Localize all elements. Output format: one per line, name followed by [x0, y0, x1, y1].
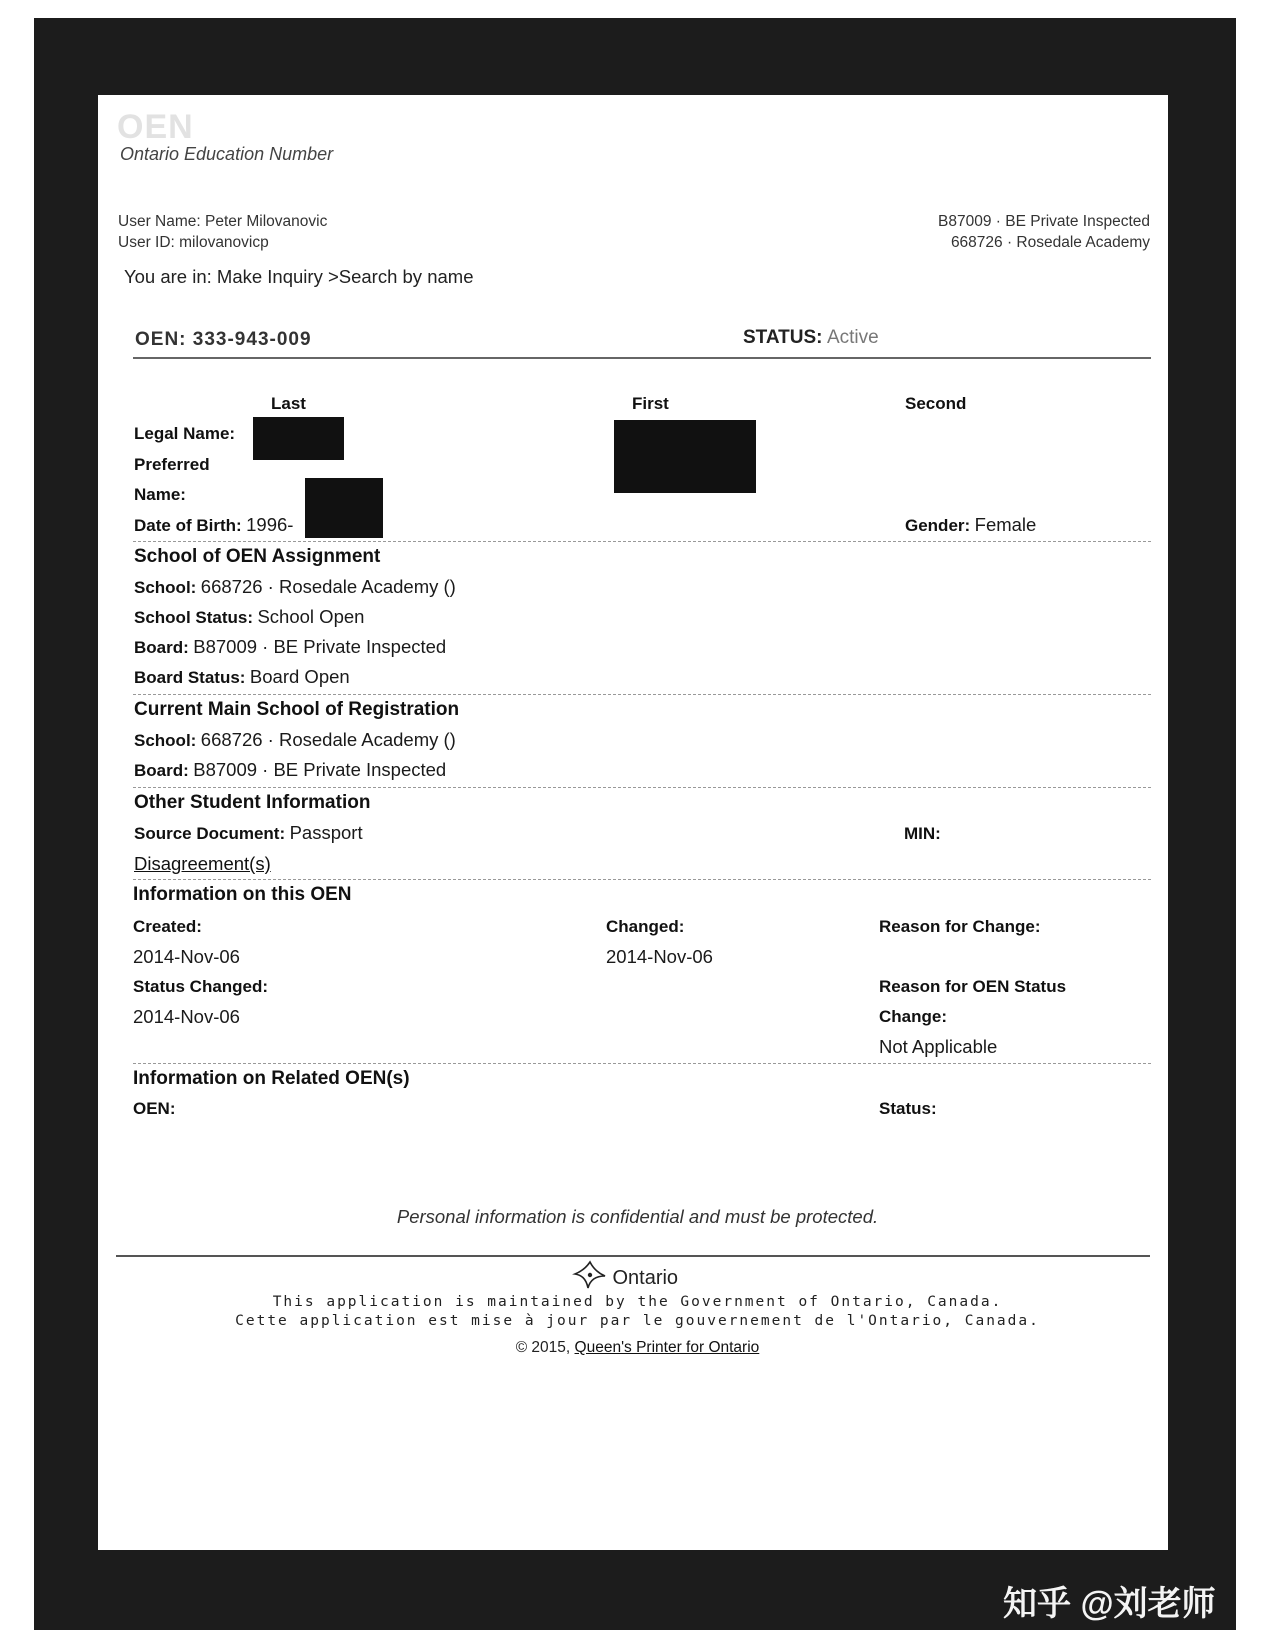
reason-for-change-label: Reason for Change: — [879, 917, 1041, 936]
related-oen-label: OEN: — [133, 1099, 176, 1118]
related-heading: Information on Related OEN(s) — [133, 1068, 410, 1089]
footer-line-fr: Cette application est mise à jour par le gouvernement de l'Ontario, Canada. — [235, 1313, 1040, 1329]
source-document — [134, 822, 363, 844]
status-changed-value: 2014-Nov-06 — [133, 1006, 240, 1027]
assignment-board — [134, 636, 446, 658]
reason-status-value: Not Applicable — [879, 1036, 998, 1057]
section-divider — [133, 879, 1151, 880]
redaction-first-name — [614, 420, 756, 493]
dob-value: 1996- — [246, 514, 294, 535]
source-document-label: Source Document: — [134, 824, 286, 843]
col-last: Last — [271, 394, 306, 413]
changed-value: 2014-Nov-06 — [606, 946, 713, 967]
section-divider — [133, 694, 1151, 695]
oen-value: 333-943-009 — [192, 329, 312, 350]
oen-logo-mark: OEN — [117, 108, 194, 146]
assignment-board-status — [134, 666, 350, 688]
redaction-dob — [305, 478, 383, 538]
confidential-notice: Personal information is confidential and must be protected. — [396, 1206, 879, 1227]
assignment-school — [134, 576, 456, 598]
board-status-label: Board Status: — [134, 668, 246, 687]
registration-school-value: 668726 · Rosedale Academy () — [200, 729, 456, 750]
other-info-heading: Other Student Information — [134, 792, 371, 813]
ontario-wordmark: Ontario — [612, 1267, 679, 1289]
disagreements-link[interactable]: Disagreement(s) — [134, 853, 271, 874]
org-school: 668726 · Rosedale Academy — [950, 234, 1150, 251]
related-status-label: Status: — [879, 1099, 937, 1118]
assignment-school-status — [134, 606, 364, 628]
status-changed-label: Status Changed: — [133, 977, 269, 996]
assignment-board-label: Board: — [134, 638, 189, 657]
created-value: 2014-Nov-06 — [133, 946, 240, 967]
registration-board-value: B87009 · BE Private Inspected — [193, 759, 447, 780]
board-status-value: Board Open — [249, 666, 350, 687]
user-id: User ID: milovanovicp — [118, 234, 269, 251]
header-divider — [133, 357, 1151, 359]
record-status — [743, 327, 879, 349]
status-value: Active — [826, 327, 879, 348]
oen-number — [135, 329, 312, 351]
ontario-logo — [572, 1258, 678, 1299]
name-label: Name: — [134, 485, 186, 504]
registration-school — [134, 729, 456, 751]
oen-info-heading: Information on this OEN — [133, 884, 352, 905]
trillium-icon — [572, 1258, 608, 1299]
source-document-value: Passport — [289, 822, 363, 843]
section-divider — [133, 541, 1151, 542]
date-of-birth — [134, 514, 293, 536]
school-status-label: School Status: — [134, 608, 254, 627]
oen-label: OEN: — [135, 329, 187, 350]
col-second: Second — [905, 394, 967, 413]
registration-board — [134, 759, 446, 781]
queens-printer-link[interactable]: Queen's Printer for Ontario — [574, 1339, 760, 1356]
col-first: First — [632, 394, 669, 413]
reason-status-label-2: Change: — [879, 1007, 947, 1026]
oen-logo-subtitle: Ontario Education Number — [120, 144, 334, 164]
assignment-school-label: School: — [134, 578, 197, 597]
registration-board-label: Board: — [134, 761, 189, 780]
assignment-board-value: B87009 · BE Private Inspected — [193, 636, 447, 657]
copyright — [0, 1339, 1275, 1357]
gender-value: Female — [974, 514, 1037, 535]
assignment-school-value: 668726 · Rosedale Academy () — [200, 576, 456, 597]
status-label: STATUS: — [743, 327, 823, 348]
registration-school-label: School: — [134, 731, 197, 750]
org-board: B87009 · BE Private Inspected — [938, 213, 1150, 230]
section-divider — [133, 1063, 1151, 1064]
user-name: User Name: Peter Milovanovic — [118, 213, 328, 230]
gender-label: Gender: — [905, 516, 971, 535]
redaction-last-name — [253, 417, 344, 460]
preferred-label: Preferred — [134, 455, 210, 474]
created-label: Created: — [133, 917, 202, 936]
footer-divider — [116, 1255, 1150, 1257]
footer-line-en: This application is maintained by the Government of Ontario, Canada. — [272, 1294, 1003, 1310]
reason-status-label-1: Reason for OEN Status — [879, 977, 1067, 996]
gender — [905, 514, 1036, 536]
legal-name-label: Legal Name: — [134, 424, 236, 443]
min-label: MIN: — [904, 824, 941, 843]
watermark: 知乎 @刘老师 — [1003, 1585, 1216, 1623]
registration-heading: Current Main School of Registration — [134, 699, 460, 720]
copyright-prefix: © 2015, — [515, 1339, 575, 1356]
dob-label: Date of Birth: — [134, 516, 242, 535]
oen-assignment-heading: School of OEN Assignment — [134, 546, 381, 567]
breadcrumb: You are in: Make Inquiry >Search by name — [124, 266, 474, 287]
changed-label: Changed: — [606, 917, 685, 936]
section-divider — [133, 787, 1151, 788]
school-status-value: School Open — [257, 606, 365, 627]
